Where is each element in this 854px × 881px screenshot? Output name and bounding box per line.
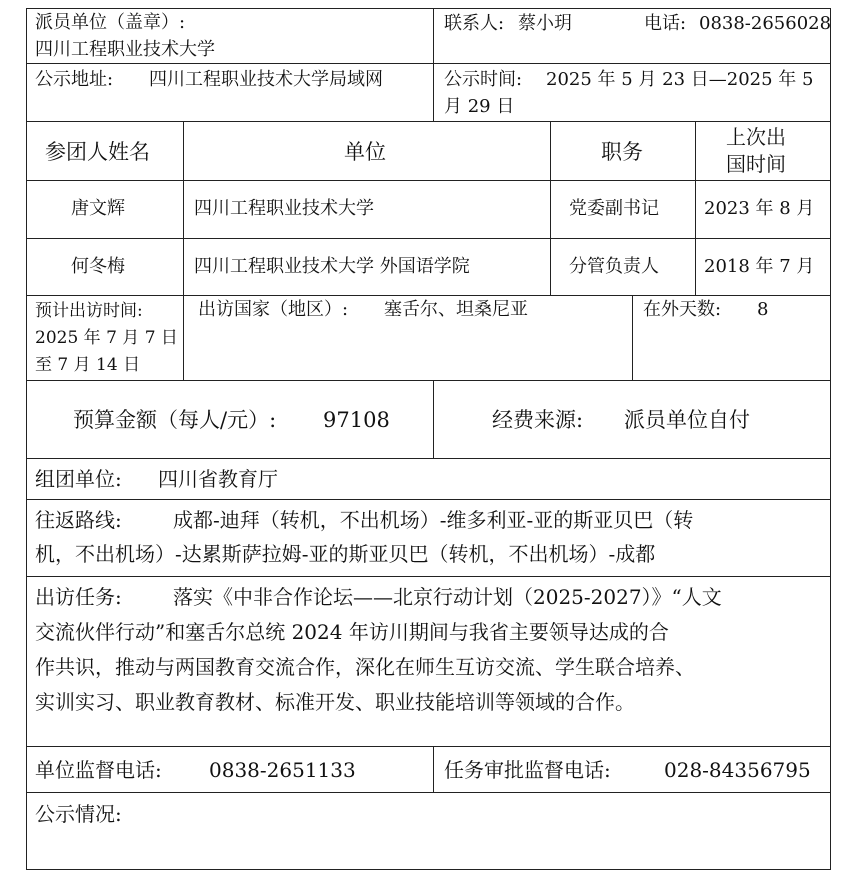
phone-label: 电话: — [644, 13, 687, 34]
approval-phone-cell — [433, 746, 831, 793]
phone-value: 0838-2656028 — [699, 13, 832, 34]
budget-source-value: 派员单位自付 — [624, 408, 750, 432]
col-header-position — [550, 121, 696, 181]
country-label: 出访国家（地区）: — [198, 299, 349, 320]
planned-time-label: 预计出访时间: — [35, 301, 143, 321]
table-row-last-trip — [695, 238, 831, 296]
unit-phone-label: 单位监督电话: — [35, 758, 162, 782]
notice-address-cell — [26, 63, 434, 122]
notice-time-line2: 月 29 日 — [444, 96, 515, 117]
member-unit: 四川工程职业技术大学 — [194, 198, 374, 219]
col-header-last-trip — [695, 121, 831, 181]
unit-phone-cell — [26, 746, 434, 793]
country-value: 塞舌尔、坦桑尼亚 — [384, 299, 528, 320]
mission-cell — [26, 576, 831, 747]
member-last-trip: 2023 年 8 月 — [704, 198, 815, 219]
organizer-cell — [26, 458, 831, 500]
budget-amount-value: 97108 — [323, 408, 390, 432]
approval-phone-label: 任务审批监督电话: — [444, 758, 611, 782]
route-label: 往返路线: — [35, 508, 122, 532]
notice-time-cell — [433, 63, 831, 122]
days-value: 8 — [757, 299, 769, 320]
notice-status-label: 公示情况: — [35, 802, 122, 826]
col-header-name-text: 参团人姓名 — [45, 140, 150, 164]
mission-line4: 实训实习、职业教育教材、标准开发、职业技能培训等领域的合作。 — [35, 690, 635, 714]
contact-label: 联系人: — [444, 13, 505, 34]
notice-time-line1: 2025 年 5 月 23 日—2025 年 5 — [546, 69, 814, 90]
notice-address-label: 公示地址: — [35, 69, 114, 90]
mission-label: 出访任务: — [35, 585, 122, 609]
table-row-unit — [183, 180, 551, 239]
route-cell — [26, 499, 831, 577]
days-cell — [632, 295, 831, 381]
budget-source-cell — [433, 380, 831, 459]
organizer-label: 组团单位: — [35, 467, 122, 491]
table-row-position — [550, 180, 696, 239]
table-row — [26, 180, 184, 239]
contact-cell — [433, 8, 831, 64]
table-row — [26, 238, 184, 296]
approval-form — [26, 8, 831, 870]
table-row-unit — [183, 238, 551, 296]
member-name: 何冬梅 — [71, 256, 125, 277]
mission-line2: 交流伙伴行动”和塞舌尔总统 2024 年访川期间与我省主要领导达成的合 — [35, 620, 669, 644]
dispatch-unit-label: 派员单位（盖章）: — [35, 12, 186, 33]
table-row-position — [550, 238, 696, 296]
member-position: 党委副书记 — [569, 198, 659, 219]
planned-time-line3: 至 7 月 14 日 — [35, 355, 141, 375]
col-header-last-trip-line2: 国时间 — [726, 152, 786, 176]
route-line2: 机，不出机场）-达累斯萨拉姆-亚的斯亚贝巴（转机，不出机场）-成都 — [35, 542, 656, 566]
planned-time-line2: 2025 年 7 月 7 日 — [35, 328, 178, 348]
route-line1: 成都-迪拜（转机，不出机场）-维多利亚-亚的斯亚贝巴（转 — [173, 508, 694, 532]
member-unit: 四川工程职业技术大学 外国语学院 — [194, 256, 470, 277]
budget-source-label: 经费来源: — [492, 408, 584, 432]
col-header-unit — [183, 121, 551, 181]
col-header-position-text: 职务 — [601, 140, 643, 164]
col-header-last-trip-line1: 上次出 — [726, 125, 786, 149]
days-label: 在外天数: — [643, 299, 722, 320]
approval-phone-value: 028-84356795 — [664, 758, 811, 782]
unit-phone-value: 0838-2651133 — [209, 758, 356, 782]
col-header-name — [26, 121, 184, 181]
notice-address-value: 四川工程职业技术大学局域网 — [149, 69, 383, 90]
col-header-unit-text: 单位 — [344, 140, 386, 164]
mission-line3: 作共识，推动与两国教育交流合作，深化在师生互访交流、学生联合培养、 — [35, 655, 695, 679]
member-position: 分管负责人 — [569, 256, 659, 277]
budget-amount-cell — [26, 380, 434, 459]
mission-line1: 落实《中非合作论坛——北京行动计划（2025-2027）》“人文 — [173, 585, 722, 609]
planned-time-cell — [26, 295, 184, 381]
table-row-last-trip — [695, 180, 831, 239]
notice-status-cell — [26, 792, 831, 870]
contact-name: 蔡小玥 — [518, 13, 572, 34]
organizer-value: 四川省教育厅 — [158, 467, 278, 491]
dispatch-unit-value: 四川工程职业技术大学 — [35, 39, 215, 60]
country-cell — [183, 295, 633, 381]
member-last-trip: 2018 年 7 月 — [704, 256, 815, 277]
dispatch-unit-cell — [26, 8, 434, 64]
notice-time-label: 公示时间: — [444, 69, 523, 90]
budget-amount-label: 预算金额（每人/元）: — [73, 408, 277, 432]
member-name: 唐文辉 — [71, 198, 125, 219]
